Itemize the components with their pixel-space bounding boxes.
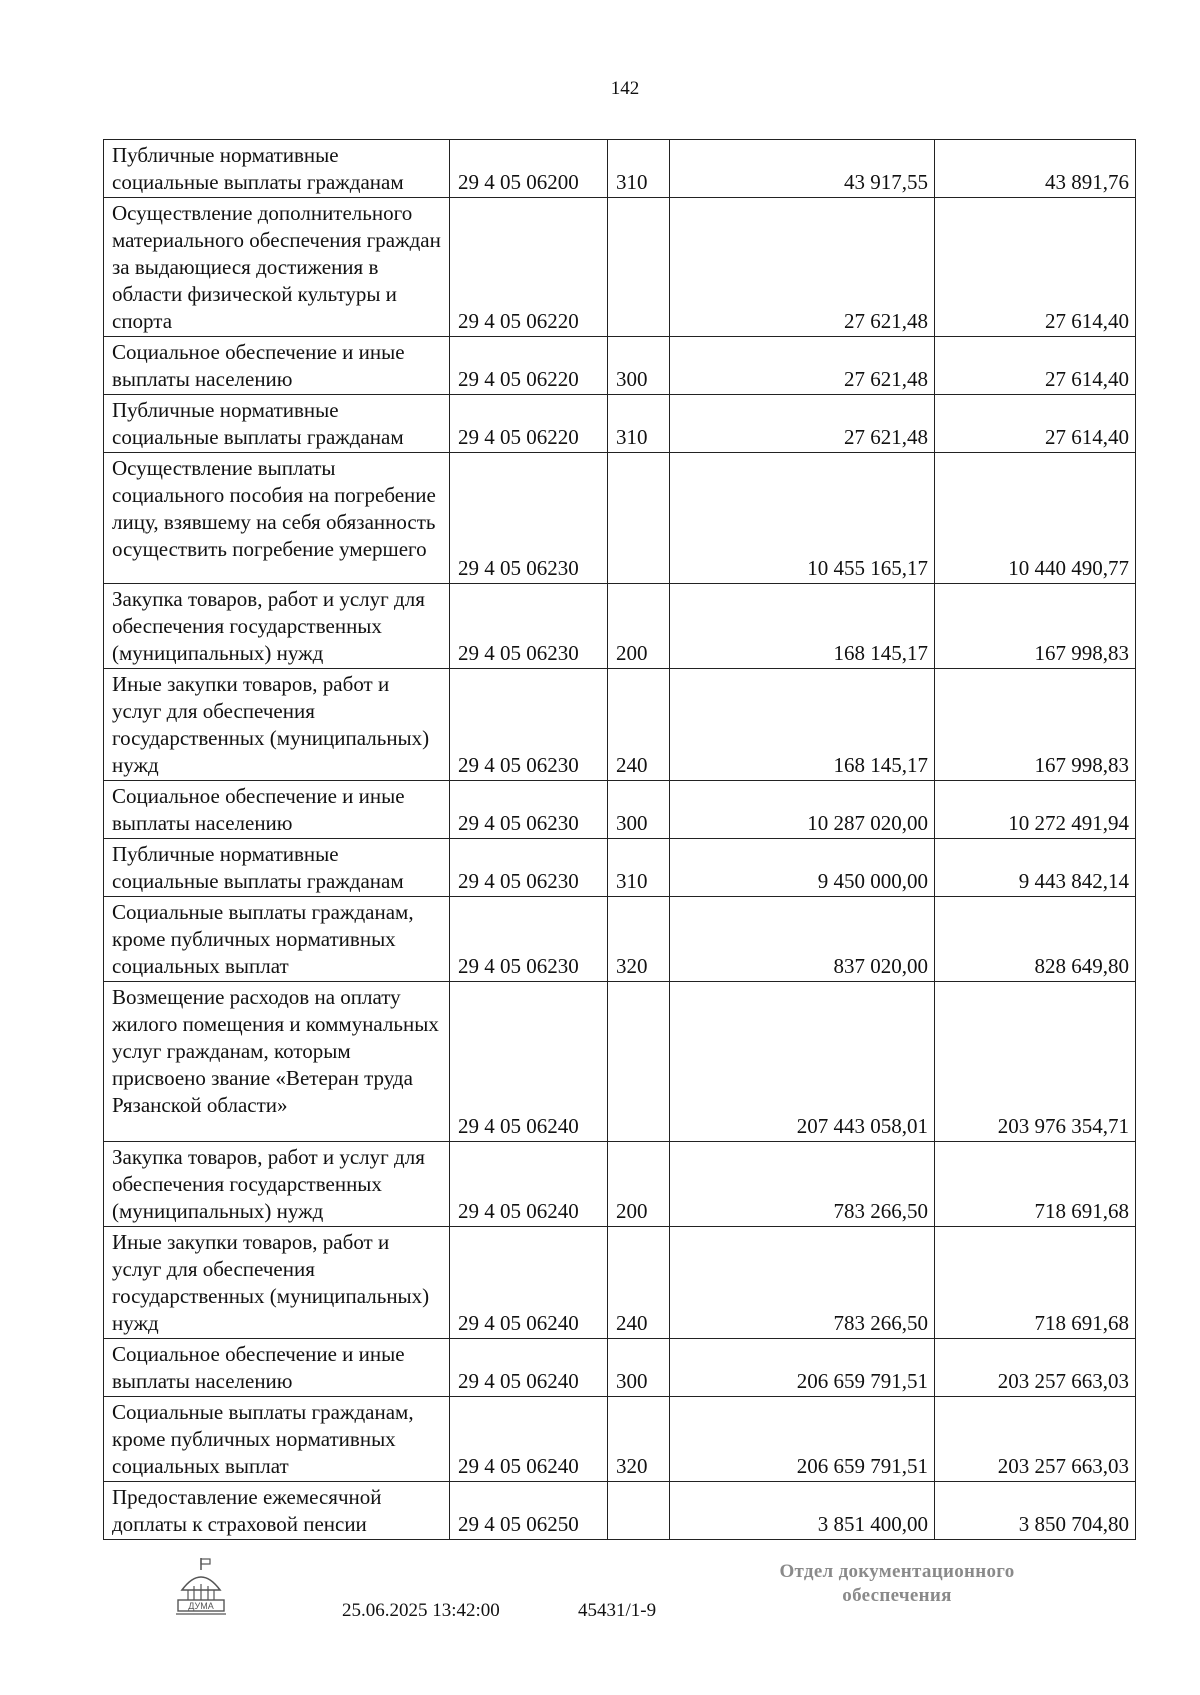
- row-planned: 837 020,00: [670, 897, 935, 982]
- row-type: 310: [608, 839, 670, 897]
- row-name: Социальные выплаты гражданам, кроме публичных нормативных социальных выплат: [104, 1397, 450, 1482]
- row-code: 29 4 05 06240: [450, 1339, 608, 1397]
- row-actual: 167 998,83: [935, 669, 1136, 781]
- row-name: Социальное обеспечение и иные выплаты населению: [104, 337, 450, 395]
- row-code: 29 4 05 06240: [450, 1142, 608, 1227]
- row-code: 29 4 05 06240: [450, 1397, 608, 1482]
- row-type: 300: [608, 337, 670, 395]
- row-planned: 27 621,48: [670, 395, 935, 453]
- row-type: 320: [608, 1397, 670, 1482]
- table-row: [104, 839, 1136, 897]
- row-planned: 3 851 400,00: [670, 1482, 935, 1540]
- table-row: [104, 897, 1136, 982]
- row-type: 200: [608, 584, 670, 669]
- row-code: 29 4 05 06240: [450, 982, 608, 1142]
- row-planned: 206 659 791,51: [670, 1397, 935, 1482]
- row-actual: 10 272 491,94: [935, 781, 1136, 839]
- footer-datetime: 25.06.2025 13:42:00: [342, 1600, 500, 1621]
- logo-text: ДУМА: [188, 1601, 214, 1611]
- row-type: 200: [608, 1142, 670, 1227]
- row-actual: 43 891,76: [935, 140, 1136, 198]
- duma-logo-icon: [172, 1556, 230, 1616]
- table-row: [104, 1227, 1136, 1339]
- row-planned: 27 621,48: [670, 198, 935, 337]
- row-code: 29 4 05 06200: [450, 140, 608, 198]
- row-type: 300: [608, 1339, 670, 1397]
- row-name: Публичные нормативные социальные выплаты гражданам: [104, 839, 450, 897]
- row-planned: 10 455 165,17: [670, 453, 935, 584]
- row-planned: 168 145,17: [670, 584, 935, 669]
- table-row: [104, 395, 1136, 453]
- row-type: [608, 453, 670, 584]
- row-name: Социальные выплаты гражданам, кроме публичных нормативных социальных выплат: [104, 897, 450, 982]
- row-code: 29 4 05 06220: [450, 395, 608, 453]
- footer-reg-number: 45431/1-9: [578, 1600, 657, 1621]
- row-planned: 43 917,55: [670, 140, 935, 198]
- row-code: 29 4 05 06240: [450, 1227, 608, 1339]
- table-row: [104, 584, 1136, 669]
- stamp-line-2: обеспечения: [842, 1585, 952, 1606]
- row-name: Возмещение расходов на оплату жилого помещения и коммунальных услуг гражданам, которым присвоено звание «Ветеран труда Рязанской области»: [104, 982, 450, 1142]
- row-code: 29 4 05 06230: [450, 781, 608, 839]
- row-actual: 27 614,40: [935, 337, 1136, 395]
- row-name: Иные закупки товаров, работ и услуг для обеспечения государственных (муниципальных) нужд: [104, 1227, 450, 1339]
- row-code: 29 4 05 06250: [450, 1482, 608, 1540]
- row-actual: 27 614,40: [935, 395, 1136, 453]
- row-actual: 203 976 354,71: [935, 982, 1136, 1142]
- row-name: Закупка товаров, работ и услуг для обеспечения государственных (муниципальных) нужд: [104, 1142, 450, 1227]
- row-actual: 203 257 663,03: [935, 1339, 1136, 1397]
- table-row: [104, 1339, 1136, 1397]
- budget-table: [103, 139, 1136, 1540]
- row-planned: 783 266,50: [670, 1142, 935, 1227]
- row-planned: 27 621,48: [670, 337, 935, 395]
- row-name: Публичные нормативные социальные выплаты гражданам: [104, 395, 450, 453]
- table-row: [104, 337, 1136, 395]
- row-type: [608, 982, 670, 1142]
- table-row: [104, 453, 1136, 584]
- row-actual: 3 850 704,80: [935, 1482, 1136, 1540]
- row-planned: 10 287 020,00: [670, 781, 935, 839]
- row-actual: 9 443 842,14: [935, 839, 1136, 897]
- row-name: Иные закупки товаров, работ и услуг для обеспечения государственных (муниципальных) нужд: [104, 669, 450, 781]
- row-actual: 718 691,68: [935, 1227, 1136, 1339]
- row-actual: 10 440 490,77: [935, 453, 1136, 584]
- row-type: 310: [608, 395, 670, 453]
- row-code: 29 4 05 06230: [450, 897, 608, 982]
- row-name: Закупка товаров, работ и услуг для обеспечения государственных (муниципальных) нужд: [104, 584, 450, 669]
- page-number: 142: [610, 78, 640, 99]
- table-row: [104, 1397, 1136, 1482]
- table-row: [104, 781, 1136, 839]
- row-name: Осуществление выплаты социального пособия на погребение лицу, взявшему на себя обязанность осуществить погребение умершего: [104, 453, 450, 584]
- table-row: [104, 198, 1136, 337]
- row-actual: 203 257 663,03: [935, 1397, 1136, 1482]
- row-actual: 27 614,40: [935, 198, 1136, 337]
- row-code: 29 4 05 06230: [450, 584, 608, 669]
- row-code: 29 4 05 06230: [450, 839, 608, 897]
- row-type: 310: [608, 140, 670, 198]
- row-name: Предоставление ежемесячной доплаты к страховой пенсии: [104, 1482, 450, 1540]
- row-actual: 167 998,83: [935, 584, 1136, 669]
- table-row: [104, 140, 1136, 198]
- row-planned: 206 659 791,51: [670, 1339, 935, 1397]
- row-planned: 783 266,50: [670, 1227, 935, 1339]
- row-code: 29 4 05 06230: [450, 669, 608, 781]
- row-actual: 828 649,80: [935, 897, 1136, 982]
- row-type: 300: [608, 781, 670, 839]
- row-planned: 9 450 000,00: [670, 839, 935, 897]
- table-row: [104, 1482, 1136, 1540]
- table-row: [104, 1142, 1136, 1227]
- row-actual: 718 691,68: [935, 1142, 1136, 1227]
- row-planned: 168 145,17: [670, 669, 935, 781]
- row-name: Публичные нормативные социальные выплаты гражданам: [104, 140, 450, 198]
- stamp-line-1: Отдел документационного: [779, 1561, 1015, 1582]
- row-type: 240: [608, 1227, 670, 1339]
- row-code: 29 4 05 06230: [450, 453, 608, 584]
- row-code: 29 4 05 06220: [450, 198, 608, 337]
- row-name: Осуществление дополнительного материального обеспечения граждан за выдающиеся достижения в области физической культуры и спорта: [104, 198, 450, 337]
- row-type: 320: [608, 897, 670, 982]
- row-name: Социальное обеспечение и иные выплаты населению: [104, 781, 450, 839]
- row-planned: 207 443 058,01: [670, 982, 935, 1142]
- row-type: [608, 198, 670, 337]
- table-row: [104, 669, 1136, 781]
- row-type: 240: [608, 669, 670, 781]
- department-stamp: [752, 1560, 1042, 1608]
- table-row: [104, 982, 1136, 1142]
- row-name: Социальное обеспечение и иные выплаты населению: [104, 1339, 450, 1397]
- row-type: [608, 1482, 670, 1540]
- row-code: 29 4 05 06220: [450, 337, 608, 395]
